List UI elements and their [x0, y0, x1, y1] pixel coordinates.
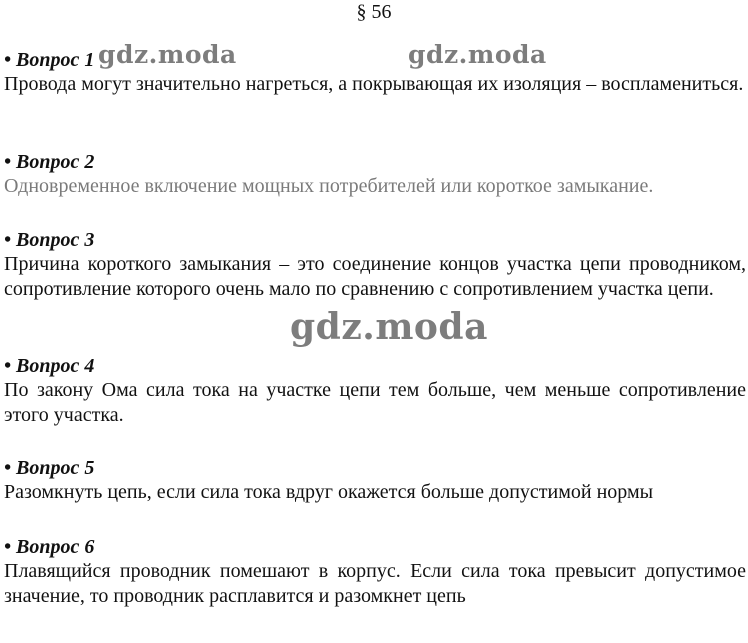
section-number: § 56 — [356, 1, 392, 23]
answer-text: Плавящийся проводник помешают в корпус. Если сила тока превысит допустимое значение, то проводник расплавится и разомкнет цепь — [4, 560, 746, 607]
answer-text: Причина короткого замыкания – это соединение концов участка цепи проводником, сопротивление которого очень мало по сравнению с сопротивлением участка цепи. — [4, 253, 746, 300]
question-6 — [4, 535, 748, 609]
question-title: • Вопрос 5 — [4, 457, 95, 479]
watermark-logo: gdz.moda — [98, 40, 237, 69]
question-title: • Вопрос 4 — [4, 355, 95, 377]
question-5 — [4, 456, 748, 505]
question-4 — [4, 354, 748, 428]
question-title: • Вопрос 6 — [4, 536, 95, 558]
answer-text: Разомкнуть цепь, если сила тока вдруг окажется больше допустимой нормы — [4, 481, 654, 503]
question-title: • Вопрос 1 — [4, 49, 95, 71]
answer-text: Одновременное включение мощных потребителей или короткое замыкание. — [4, 175, 654, 197]
answer-text: По закону Ома сила тока на участке цепи тем больше, чем меньше сопротивление этого участка. — [4, 379, 746, 426]
question-2 — [4, 150, 748, 199]
question-title: • Вопрос 2 — [4, 151, 95, 173]
question-title: • Вопрос 3 — [4, 229, 95, 251]
question-3 — [4, 228, 748, 302]
watermark-logo: gdz.moda — [408, 40, 547, 69]
watermark-logo: gdz.moda — [290, 306, 488, 348]
answer-text: Провода могут значительно нагреться, а покрывающая их изоляция – воспламениться. — [4, 73, 744, 95]
